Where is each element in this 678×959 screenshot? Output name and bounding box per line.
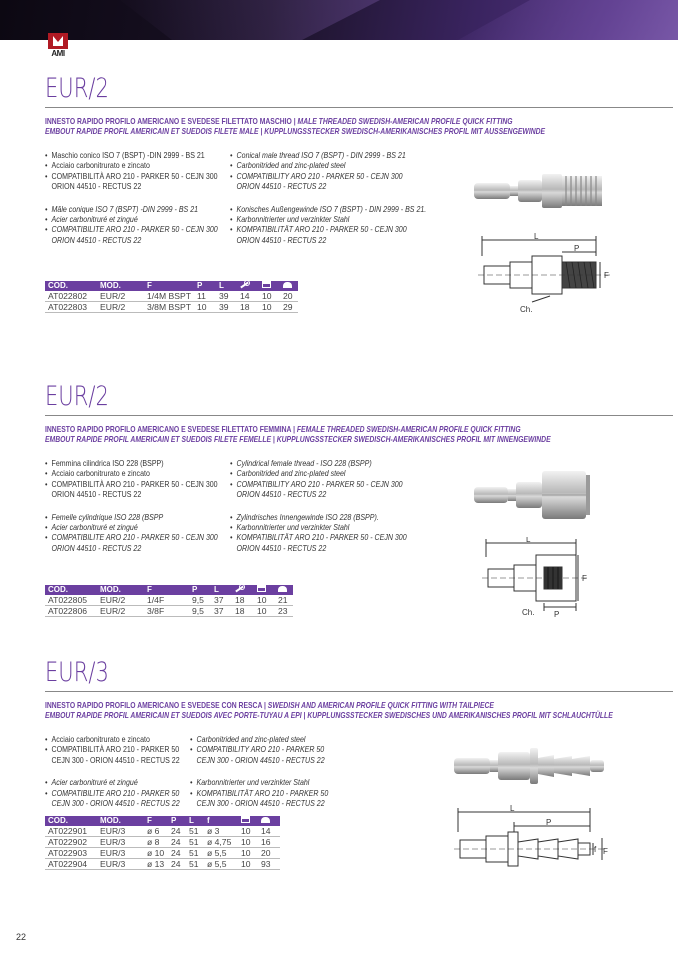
dim-label-Ch: Ch. (520, 305, 533, 314)
table-cell: AT022805 (45, 595, 97, 606)
header-bag-icon (258, 816, 280, 826)
table-header-cell: MOD. (97, 585, 144, 595)
table-cell: EUR/3 (97, 859, 144, 870)
spacer (45, 192, 258, 204)
section-subtitle (45, 116, 668, 136)
table-header-cell: F (144, 816, 168, 826)
technical-drawing-male (470, 232, 620, 316)
page-number: 22 (16, 932, 27, 942)
table-cell: AT022901 (45, 826, 97, 837)
spec-table (45, 281, 298, 313)
subtitle-italian: INNESTO RAPIDO PROFILO AMERICANO E SVEDESE FILETTATO MASCHIO | (45, 116, 298, 126)
dim-label-F: F (603, 847, 608, 856)
logo-mark-icon (48, 33, 68, 49)
table-cell: 10 (259, 302, 280, 313)
subtitle-english: MALE THREADED SWEDISH-AMERICAN PROFILE QUICK FITTING (297, 116, 513, 126)
table-cell: 39 (216, 291, 237, 302)
subtitle-english: FEMALE THREADED SWEDISH-AMERICAN PROFILE QUICK FITTING (296, 424, 521, 434)
spec-line: • Karbonnitrierter und verzinkter Stahl (230, 214, 443, 224)
table-header-cell: L (211, 585, 232, 595)
spec-line: • COMPATIBILITÀ ARO 210 - PARKER 50 - CEJN 300 (45, 171, 258, 181)
dim-label-F: F (604, 271, 609, 280)
table-cell: 18 (232, 595, 254, 606)
spec-line: • KOMPATIBILITÄT ARO 210 - PARKER 50 (190, 788, 403, 798)
table-cell: 10 (254, 595, 275, 606)
section-subtitle (45, 700, 668, 720)
spec-line: • COMPATIBILITY ARO 210 - PARKER 50 (190, 744, 403, 754)
table-cell: 3/8M BSPT (144, 302, 194, 313)
spec-line: • COMPATIBILITY ARO 210 - PARKER 50 - CEJN 300 (230, 479, 443, 489)
table-cell: 24 (168, 837, 186, 848)
table-row (45, 837, 280, 848)
header-bag-icon (275, 585, 293, 595)
table-header-cell: P (194, 281, 216, 291)
product-section-eur3-tailpiece (45, 656, 673, 809)
table-cell: EUR/3 (97, 826, 144, 837)
spec-line: • KOMPATIBILITÄT ARO 210 - PARKER 50 - CEJN 300 (230, 224, 443, 234)
table-cell: ø 6 (144, 826, 168, 837)
wrench-icon (235, 585, 244, 592)
table-cell: 93 (258, 859, 280, 870)
spec-line: • Karbonnitrierter und verzinkter Stahl (230, 522, 443, 532)
spec-line: • COMPATIBILITE ARO 210 - PARKER 50 (45, 788, 258, 798)
table-header-cell: L (216, 281, 237, 291)
table-cell: 9,5 (189, 595, 211, 606)
spacer (230, 500, 443, 512)
table-row (45, 302, 298, 313)
table-cell: 51 (186, 826, 204, 837)
table-header-cell: L (186, 816, 204, 826)
table-cell: EUR/2 (97, 291, 144, 302)
table-header-cell: f (204, 816, 238, 826)
dim-label-L: L (534, 232, 539, 241)
table-header-cell: COD. (45, 281, 97, 291)
table-cell: ø 5,5 (204, 859, 238, 870)
table-cell: AT022904 (45, 859, 97, 870)
spec-col-right (190, 734, 403, 808)
table-cell: EUR/2 (97, 606, 144, 617)
table-cell: 37 (211, 595, 232, 606)
spec-line: CEJN 300 - ORION 44510 - RECTUS 22 (196, 754, 325, 765)
spec-line: • COMPATIBILITE ARO 210 - PARKER 50 - CEJN 300 (45, 224, 258, 234)
table-header-cell: P (168, 816, 186, 826)
table-header-cell: P (189, 585, 211, 595)
spec-line: ORION 44510 - RECTUS 22 (236, 234, 327, 245)
table-cell: 10 (194, 302, 216, 313)
logo-text: AMI (51, 49, 65, 58)
spec-line: ORION 44510 - RECTUS 22 (236, 489, 327, 500)
table-cell: AT022902 (45, 837, 97, 848)
table-cell: EUR/2 (97, 302, 144, 313)
spacer (45, 500, 258, 512)
table-header-cell: MOD. (97, 281, 144, 291)
table-cell: 3/8F (144, 606, 189, 617)
table-cell: 51 (186, 837, 204, 848)
table-cell: 16 (258, 837, 280, 848)
table-row (45, 606, 293, 617)
section-title: EUR/2 (45, 381, 109, 412)
spacer (190, 765, 403, 777)
spec-line: ORION 44510 - RECTUS 22 (236, 181, 327, 192)
spec-line: CEJN 300 - ORION 44510 - RECTUS 22 (196, 798, 325, 809)
subtitle-english: SWEDISH AND AMERICAN PROFILE QUICK FITTING WITH TAILPIECE (267, 700, 494, 710)
header-wrench-icon (232, 585, 254, 595)
table-cell: 14 (237, 291, 259, 302)
table-header-cell: COD. (45, 816, 97, 826)
table-row (45, 848, 280, 859)
spec-col-right (230, 458, 443, 553)
header-box-icon (238, 816, 258, 826)
spec-line: • COMPATIBILITY ARO 210 - PARKER 50 - CEJN 300 (230, 171, 443, 181)
spec-table (45, 816, 280, 870)
spec-col-left (45, 458, 258, 553)
table-cell: 14 (258, 826, 280, 837)
section-divider (45, 691, 673, 692)
spec-line: • COMPATIBILITÀ ARO 210 - PARKER 50 - CEJN 300 (45, 479, 258, 489)
dim-label-F: F (582, 574, 587, 583)
subtitle-french-german: EMBOUT RAPIDE PROFIL AMERICAIN ET SUEDOIS AVEC PORTE-TUYAU A EPI | KUPPLUNGSSTECKER SWEDISCHES UND AMERIKANISCHES PROFIL MIT SCHLAUCHTÜLLE (45, 710, 613, 720)
table-row (45, 595, 293, 606)
table-row (45, 291, 298, 302)
header-banner (0, 0, 678, 40)
product-photo-female-fitting (470, 465, 620, 525)
spec-line: • Acier carbonitruré et zingué (45, 522, 258, 532)
section-subtitle (45, 424, 668, 444)
table-cell: ø 5,5 (204, 848, 238, 859)
dim-label-P: P (546, 818, 552, 827)
header-wrench-icon (237, 281, 259, 291)
table-cell: AT022803 (45, 302, 97, 313)
technical-drawing-tailpiece (450, 802, 610, 884)
dim-label-P: P (554, 610, 560, 619)
spec-col-left (45, 150, 258, 245)
table-cell: 20 (258, 848, 280, 859)
brand-logo (45, 33, 71, 61)
spec-line: • Femmina cilindrica ISO 228 (BSPP) (45, 458, 258, 468)
bag-icon (278, 585, 287, 592)
spec-line: • Zylindrisches Innengewinde ISO 228 (BSPP). (230, 512, 443, 522)
spec-line: • COMPATIBILITE ARO 210 - PARKER 50 - CEJN 300 (45, 532, 258, 542)
product-section-eur2-male (45, 72, 673, 245)
table-cell: EUR/2 (97, 595, 144, 606)
product-photo-tailpiece-fitting (450, 742, 610, 790)
table-cell: 1/4F (144, 595, 189, 606)
spec-line: • Maschio conico ISO 7 (BSPT) -DIN 2999 - BS 21 (45, 150, 258, 160)
table-cell: EUR/3 (97, 848, 144, 859)
spec-line: • Mâle conique ISO 7 (BSPT) -DIN 2999 - BS 21 (45, 204, 258, 214)
spec-line: • Cylindrical female thread - ISO 228 (BSPP) (230, 458, 443, 468)
product-photo-male-fitting (470, 164, 610, 220)
spec-line: • Acciaio carbonitrurato e zincato (45, 160, 258, 170)
table-header-row (45, 585, 293, 595)
banner-shard (120, 0, 380, 40)
box-icon (262, 281, 271, 288)
header-box-icon (254, 585, 275, 595)
table-cell: 10 (238, 859, 258, 870)
bag-icon (283, 281, 292, 288)
subtitle-italian: INNESTO RAPIDO PROFILO AMERICANO E SVEDESE CON RESCA | (45, 700, 268, 710)
spec-line: CEJN 300 - ORION 44510 - RECTUS 22 (51, 798, 180, 809)
table-cell: 29 (280, 302, 298, 313)
dim-label-f: f (594, 845, 597, 854)
spacer (230, 192, 443, 204)
table-cell: 21 (275, 595, 293, 606)
table-header-row (45, 816, 280, 826)
spec-col-right (230, 150, 443, 245)
spec-line: • Acciaio carbonitrurato e zincato (45, 734, 258, 744)
spec-line: • Carbonitrided and zinc-plated steel (230, 160, 443, 170)
subtitle-french-german: EMBOUT RAPIDE PROFIL AMERICAIN ET SUEDOIS FILETE FEMELLE | KUPPLUNGSSTECKER SWEDISCH-AMERIKANISCHES PROFIL MIT INNENGEWINDE (45, 434, 551, 444)
spec-line: • Carbonitrided and zinc-plated steel (230, 468, 443, 478)
table-cell: 18 (232, 606, 254, 617)
spec-line: • COMPATIBILITÀ ARO 210 - PARKER 50 (45, 744, 258, 754)
table-cell: 10 (238, 848, 258, 859)
table-cell: 24 (168, 826, 186, 837)
table-cell: 51 (186, 848, 204, 859)
table-cell: ø 8 (144, 837, 168, 848)
section-divider (45, 415, 673, 416)
spec-line: ORION 44510 - RECTUS 22 (51, 489, 142, 500)
dim-label-P: P (574, 244, 580, 253)
table-cell: 24 (168, 848, 186, 859)
spec-line: • Femelle cylindrique ISO 228 (BSPP (45, 512, 258, 522)
spec-line: • Acier carbonitruré et zingué (45, 777, 258, 787)
dim-label-L: L (510, 804, 515, 813)
table-cell: ø 13 (144, 859, 168, 870)
spec-line: • Acciaio carbonitrurato e zincato (45, 468, 258, 478)
table-cell: AT022903 (45, 848, 97, 859)
box-icon (257, 585, 266, 592)
spec-line: • Conical male thread ISO 7 (BSPT) - DIN 2999 - BS 21 (230, 150, 443, 160)
wrench-icon (240, 281, 249, 288)
table-cell: 1/4M BSPT (144, 291, 194, 302)
table-cell: 11 (194, 291, 216, 302)
table-cell: 10 (254, 606, 275, 617)
spec-line: • Konisches Außengewinde ISO 7 (BSPT) - DIN 2999 - BS 21. (230, 204, 443, 214)
bag-icon (261, 816, 270, 823)
spec-line: • Acier carbonitruré et zingué (45, 214, 258, 224)
table-cell: 51 (186, 859, 204, 870)
table-cell: ø 10 (144, 848, 168, 859)
spec-line: ORION 44510 - RECTUS 22 (51, 234, 142, 245)
subtitle-italian: INNESTO RAPIDO PROFILO AMERICANO E SVEDESE FILETTATO FEMMINA | (45, 424, 297, 434)
table-cell: 10 (238, 826, 258, 837)
spec-line: CEJN 300 - ORION 44510 - RECTUS 22 (51, 754, 180, 765)
spec-line: • Karbonnitrierter und verzinkter Stahl (190, 777, 403, 787)
header-box-icon (259, 281, 280, 291)
table-header-row (45, 281, 298, 291)
table-header-cell: MOD. (97, 816, 144, 826)
section-title: EUR/3 (45, 657, 109, 688)
table-cell: 10 (259, 291, 280, 302)
table-cell: 24 (168, 859, 186, 870)
spec-table (45, 585, 293, 617)
table-cell: AT022802 (45, 291, 97, 302)
table-cell: 37 (211, 606, 232, 617)
dim-label-L: L (526, 537, 531, 544)
subtitle-french-german: EMBOUT RAPIDE PROFIL AMERICAIN ET SUEDOIS FILETE MALE | KUPPLUNGSSTECKER SWEDISCH-AMERIKANISCHES PROFIL MIT AUSSENGEWINDE (45, 126, 546, 136)
spec-line: • Carbonitrided and zinc-plated steel (190, 734, 403, 744)
spec-line: • KOMPATIBILITÄT ARO 210 - PARKER 50 - CEJN 300 (230, 532, 443, 542)
table-cell: 10 (238, 837, 258, 848)
spec-line: ORION 44510 - RECTUS 22 (51, 542, 142, 553)
table-cell: ø 4,75 (204, 837, 238, 848)
spec-line: ORION 44510 - RECTUS 22 (236, 542, 327, 553)
banner-shard (458, 0, 678, 40)
table-cell: AT022806 (45, 606, 97, 617)
table-cell: 39 (216, 302, 237, 313)
table-header-cell: F (144, 585, 189, 595)
table-cell: 9,5 (189, 606, 211, 617)
section-title: EUR/2 (45, 73, 109, 104)
table-row (45, 859, 280, 870)
section-divider (45, 107, 673, 108)
table-cell: 20 (280, 291, 298, 302)
table-cell: 18 (237, 302, 259, 313)
technical-drawing-female (478, 537, 618, 619)
table-header-cell: F (144, 281, 194, 291)
table-row (45, 826, 280, 837)
header-bag-icon (280, 281, 298, 291)
table-cell: 23 (275, 606, 293, 617)
table-cell: ø 3 (204, 826, 238, 837)
box-icon (241, 816, 250, 823)
table-cell: EUR/3 (97, 837, 144, 848)
spec-line: ORION 44510 - RECTUS 22 (51, 181, 142, 192)
dim-label-Ch: Ch. (522, 608, 535, 617)
product-section-eur2-female (45, 380, 673, 553)
table-header-cell: COD. (45, 585, 97, 595)
